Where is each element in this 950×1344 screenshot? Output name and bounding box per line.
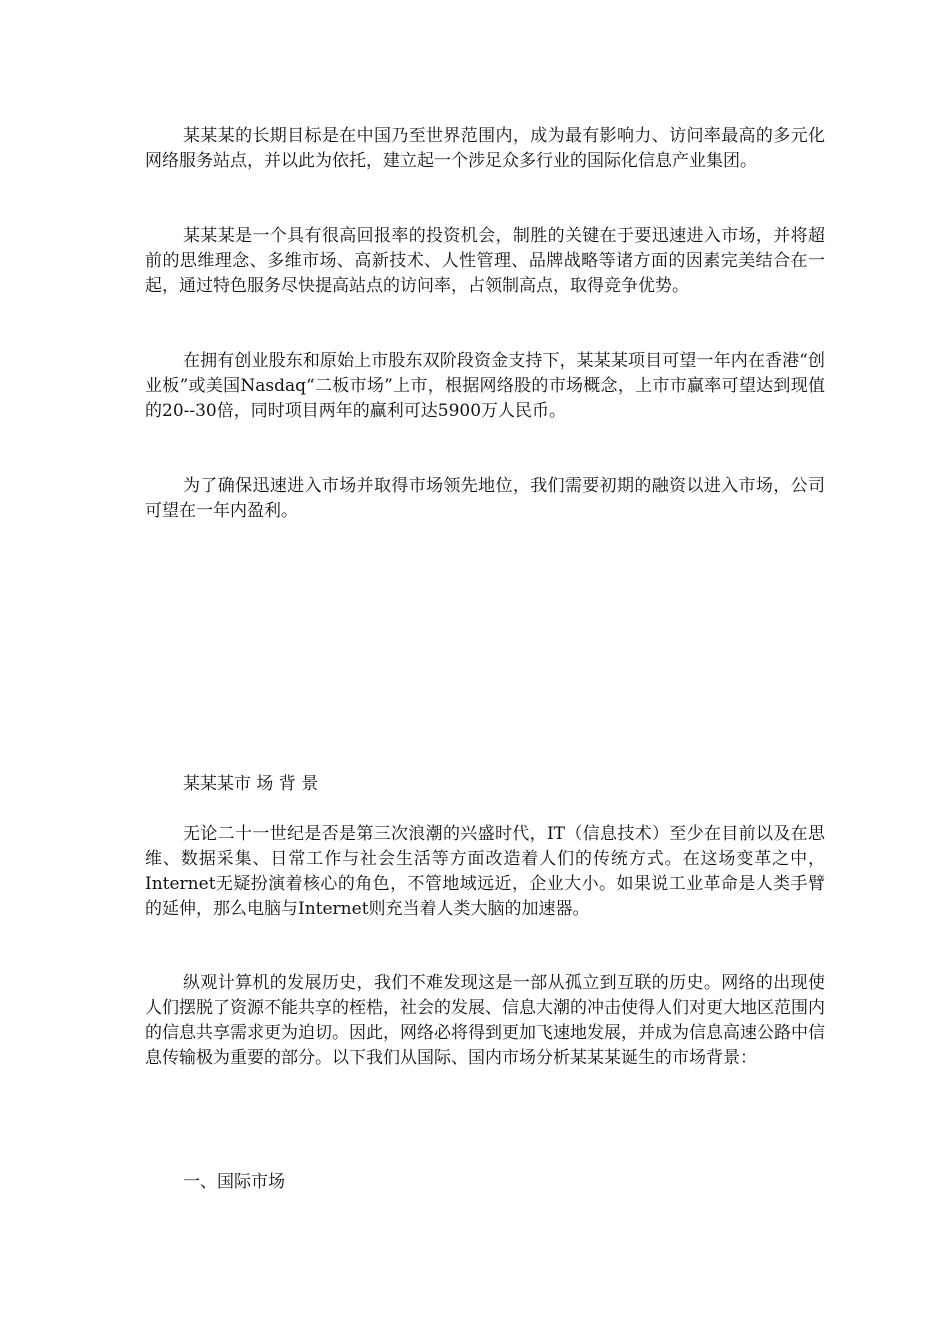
paragraph-financing: 为了确保迅速进入市场并取得市场领先地位，我们需要初期的融资以进入市场，公司可望在一年内盈利。 [145,476,825,521]
section-title: 某某某市 场 背 景 [183,774,319,794]
subsection-title: 一、国际市场 [183,1172,285,1192]
paragraph-investment-opportunity: 某某某是一个具有很高回报率的投资机会，制胜的关键在于要迅速进入市场，并将超前的思维理念、多维市场、高新技术、人性管理、品牌战略等诸方面的因素完美结合在一起，通过特色服务尽快提高站点的访问率，占领制高点，取得竞争优势。 [145,226,825,296]
paragraph-it-revolution: 无论二十一世纪是否是第三次浪潮的兴盛时代，IT（信息技术）至少在目前以及在思维、数据采集、日常工作与社会生活等方面改造着人们的传统方式。在这场变革之中，Internet无疑扮演着核心的角色，不管地域远近，企业大小。如果说工业革命是人类手臂的延伸，那么电脑与Internet则充当着人类大脑的加速器。 [145,824,825,919]
paragraph-listing-plan: 在拥有创业股东和原始上市股东双阶段资金支持下，某某某项目可望一年内在香港“创业板”或美国Nasdaq“二板市场”上市，根据网络股的市场概念，上市市赢率可望达到现值的20--30倍，同时项目两年的赢利可达5900万人民币。 [145,351,825,421]
paragraph-computer-history: 纵观计算机的发展历史，我们不难发现这是一部从孤立到互联的历史。网络的出现使人们摆脱了资源不能共享的桎梏，社会的发展、信息大潮的冲击使得人们对更大地区范围内的信息共享需求更为迫切。因此，网络必将得到更加飞速地发展，并成为信息高速公路中信息传输极为重要的部分。以下我们从国际、国内市场分析某某某诞生的市场背景： [145,973,825,1068]
paragraph-long-term-goal: 某某某的长期目标是在中国乃至世界范围内，成为最有影响力、访问率最高的多元化网络服务站点，并以此为依托，建立起一个涉足众多行业的国际化信息产业集团。 [145,126,825,171]
